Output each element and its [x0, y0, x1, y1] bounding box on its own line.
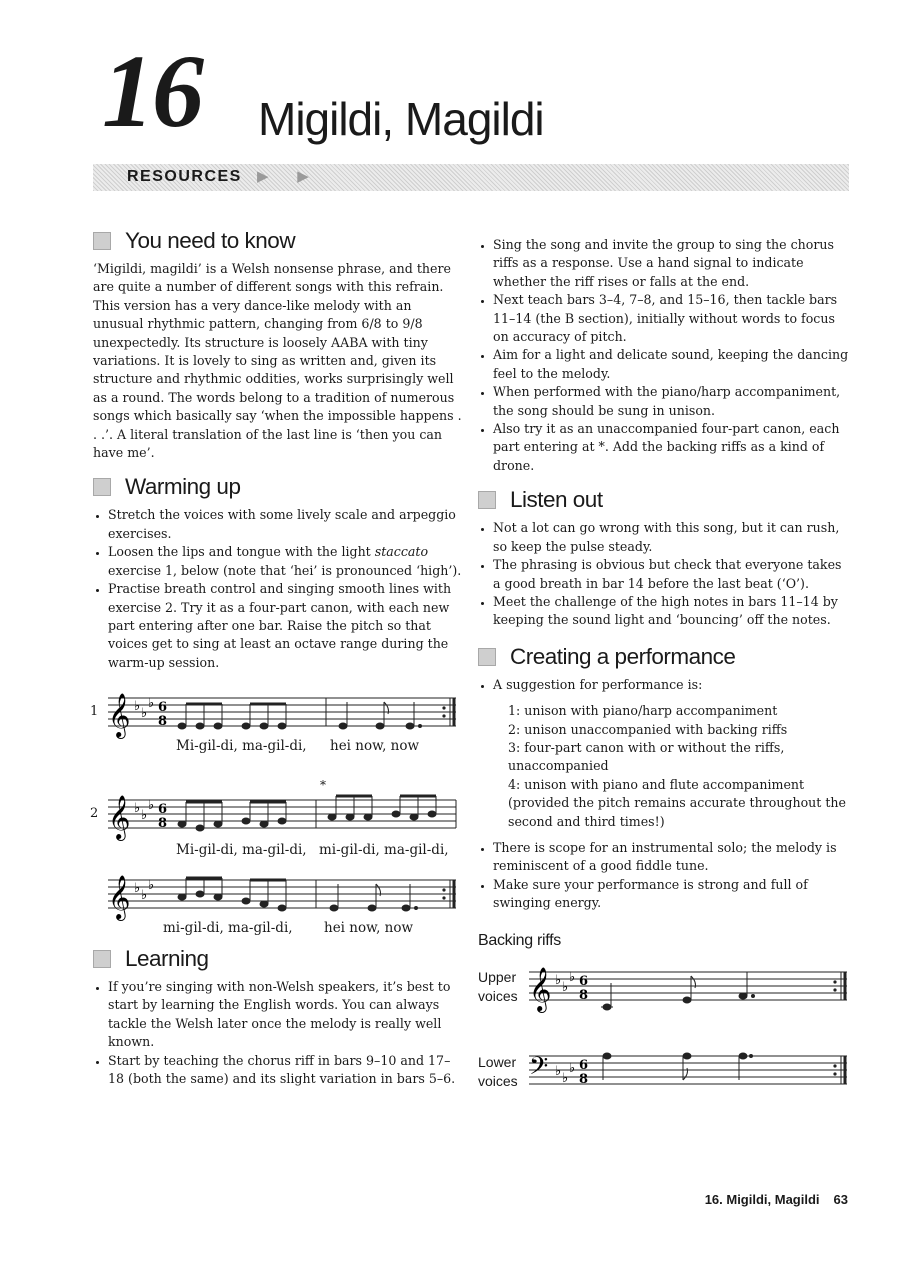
time-signature-bottom: 8: [158, 714, 168, 729]
lyric-line: Mi-gil-di, ma-gil-di,: [176, 738, 307, 754]
list-item: • Not a lot can go wrong with this song, but it can rush, so keep the pulse steady.: [493, 519, 850, 556]
backing-riffs-heading: Backing riffs: [478, 932, 561, 949]
resources-label: RESOURCES: [127, 168, 242, 185]
exercise-number: 1: [90, 704, 99, 719]
learning-list: [93, 978, 465, 1088]
heading-you-need-to-know: You need to know: [93, 228, 465, 254]
heading-box-icon: [478, 648, 496, 666]
treble-clef-icon: 𝄞: [529, 967, 552, 1011]
time-signature-top: 6: [158, 700, 168, 715]
left-column: [93, 228, 465, 672]
heading-box-icon: [93, 478, 111, 496]
time-signature-bottom: 8: [579, 1072, 589, 1087]
treble-clef-icon: 𝄞: [108, 875, 131, 919]
suggestion-item: 3: four-part canon with or without the riffs, unaccompanied: [508, 739, 785, 774]
flat-icon: ♭: [562, 980, 569, 995]
heading-box-icon: [478, 491, 496, 509]
lyric-line: mi-gil-di, ma-gil-di,: [163, 920, 293, 936]
upper-voices-staff: [525, 962, 855, 1014]
chapter-number: 16: [102, 34, 202, 149]
lyric-line: hei now, now: [330, 738, 420, 754]
chapter-title: Migildi, Magildi: [258, 93, 544, 145]
flat-icon: ♭: [134, 881, 141, 896]
list-item: • Next teach bars 3–4, 7–8, and 15–16, then tackle bars 11–14 (the B section), initially without words to focus on accuracy of pitch.: [493, 291, 850, 346]
exercise-2-staff: [100, 790, 462, 842]
list-item: • A suggestion for performance is:: [493, 676, 850, 694]
flat-icon: ♭: [148, 878, 155, 893]
lower-voices-label: Lower voices: [478, 1054, 518, 1089]
heading-box-icon: [93, 232, 111, 250]
flat-icon: ♭: [148, 696, 155, 711]
treble-clef-icon: 𝄞: [108, 693, 131, 737]
list-item: • Start by teaching the chorus riff in bars 9–10 and 17–18 (both the same) and its slight variation in bars 5–6.: [108, 1052, 465, 1089]
page-footer: [705, 1192, 848, 1207]
listen-out-list: [478, 519, 850, 629]
learning-section: [93, 946, 465, 1088]
heading-listen-out: Listen out: [478, 487, 850, 513]
suggestion-item: 4: unison with piano and flute accompaniment (provided the pitch remains accurate throughout the second and third times!): [508, 776, 846, 829]
time-signature-bottom: 8: [158, 816, 168, 831]
you-need-to-know-text: ‘Migildi, magildi’ is a Welsh nonsense phrase, and there are quite a number of different songs with this refrain. This version has a very dance-like melody with an unusual rhythmic pattern, changing from 6/8 to 9/8 unexpectedly. Its structure is loosely AABA with tiny variations. It is lovely to sing as written and, given its structure and rhythmic oddities, works surprisingly well as a round. The words belong to a tradition of numerous songs which basically say ‘when the impossible happens . . .’. A literal translation of the last line is ‘then you can have me’.: [93, 261, 462, 461]
page-number: 63: [833, 1192, 848, 1207]
list-item: • There is scope for an instrumental solo; the melody is reminiscent of a good fiddle tune.: [493, 839, 850, 876]
time-signature-top: 6: [579, 974, 589, 989]
treble-clef-icon: 𝄞: [108, 795, 131, 839]
flat-icon: ♭: [569, 1061, 576, 1076]
performance-suggestions: [508, 702, 850, 831]
flat-icon: ♭: [562, 1071, 569, 1086]
flat-icon: ♭: [555, 973, 562, 988]
flat-icon: ♭: [555, 1064, 562, 1079]
time-signature-bottom: 8: [579, 988, 589, 1003]
flat-icon: ♭: [569, 970, 576, 985]
right-column: [478, 236, 850, 913]
upper-voices-label: Upper voices: [478, 969, 518, 1004]
resources-bar: [93, 164, 849, 191]
list-item: • Practise breath control and singing smooth lines with exercise 2. Try it as a four-part canon, with each new part entering after one bar. Raise the pitch so that voices get to sing at least an octave range during the warm-up session.: [108, 580, 465, 672]
lyric-line: Mi-gil-di, ma-gil-di,: [176, 842, 307, 858]
list-item: • Meet the challenge of the high notes in bars 11–14 by keeping the sound light and ‘bouncing’ off the notes.: [493, 593, 850, 630]
suggestion-item: 1: unison with piano/harp accompaniment: [508, 703, 778, 719]
list-item: • Aim for a light and delicate sound, keeping the dancing feel to the melody.: [493, 346, 850, 383]
flat-icon: ♭: [148, 798, 155, 813]
canon-entry-star: *: [320, 778, 326, 792]
lyric-line: mi-gil-di, ma-gil-di,: [319, 842, 449, 858]
exercise-1-staff: [100, 688, 462, 740]
warming-up-list: [93, 506, 465, 672]
heading-learning: Learning: [93, 946, 465, 972]
list-item: • Sing the song and invite the group to sing the chorus riffs as a response. Use a hand signal to indicate whether the riff rises or falls at the end.: [493, 236, 850, 291]
suggestion-item: 2: unison unaccompanied with backing riffs: [508, 721, 788, 737]
exercise-number: 2: [90, 806, 99, 821]
lyric-line: hei now, now: [324, 920, 414, 936]
list-item: • Make sure your performance is strong and full of swinging energy.: [493, 876, 850, 913]
exercise-2-staff-continued: [100, 870, 462, 922]
list-item: • If you’re singing with non-Welsh speakers, it’s best to start by learning the English words. You can always tackle the Welsh later once the melody is really well known.: [108, 978, 465, 1052]
flat-icon: ♭: [141, 706, 148, 721]
lower-voices-staff: [525, 1046, 855, 1098]
heading-creating-a-performance: Creating a performance: [478, 644, 850, 670]
time-signature-top: 6: [158, 802, 168, 817]
resources-arrows: ▶ ▶: [257, 167, 321, 185]
heading-warming-up: Warming up: [93, 474, 465, 500]
learning-list-continued: [478, 236, 850, 475]
list-item: • The phrasing is obvious but check that everyone takes a good breath in bar 14 before the last beat (‘O’).: [493, 556, 850, 593]
bass-clef-icon: 𝄢: [529, 1052, 549, 1087]
list-item: • When performed with the piano/harp accompaniment, the song should be sung in unison.: [493, 383, 850, 420]
performance-list-continued: [478, 839, 850, 913]
flat-icon: ♭: [134, 801, 141, 816]
list-item: • Loosen the lips and tongue with the light staccato exercise 1, below (note that ‘hei’ is pronounced ‘high’).: [108, 543, 465, 580]
time-signature-top: 6: [579, 1058, 589, 1073]
flat-icon: ♭: [134, 699, 141, 714]
flat-icon: ♭: [141, 808, 148, 823]
flat-icon: ♭: [141, 888, 148, 903]
heading-box-icon: [93, 950, 111, 968]
list-item: • Also try it as an unaccompanied four-part canon, each part entering at *. Add the backing riffs as a kind of drone.: [493, 420, 850, 475]
footer-title: 16. Migildi, Magildi: [704, 1192, 820, 1207]
list-item: • Stretch the voices with some lively scale and arpeggio exercises.: [108, 506, 465, 543]
performance-list: [478, 676, 850, 694]
